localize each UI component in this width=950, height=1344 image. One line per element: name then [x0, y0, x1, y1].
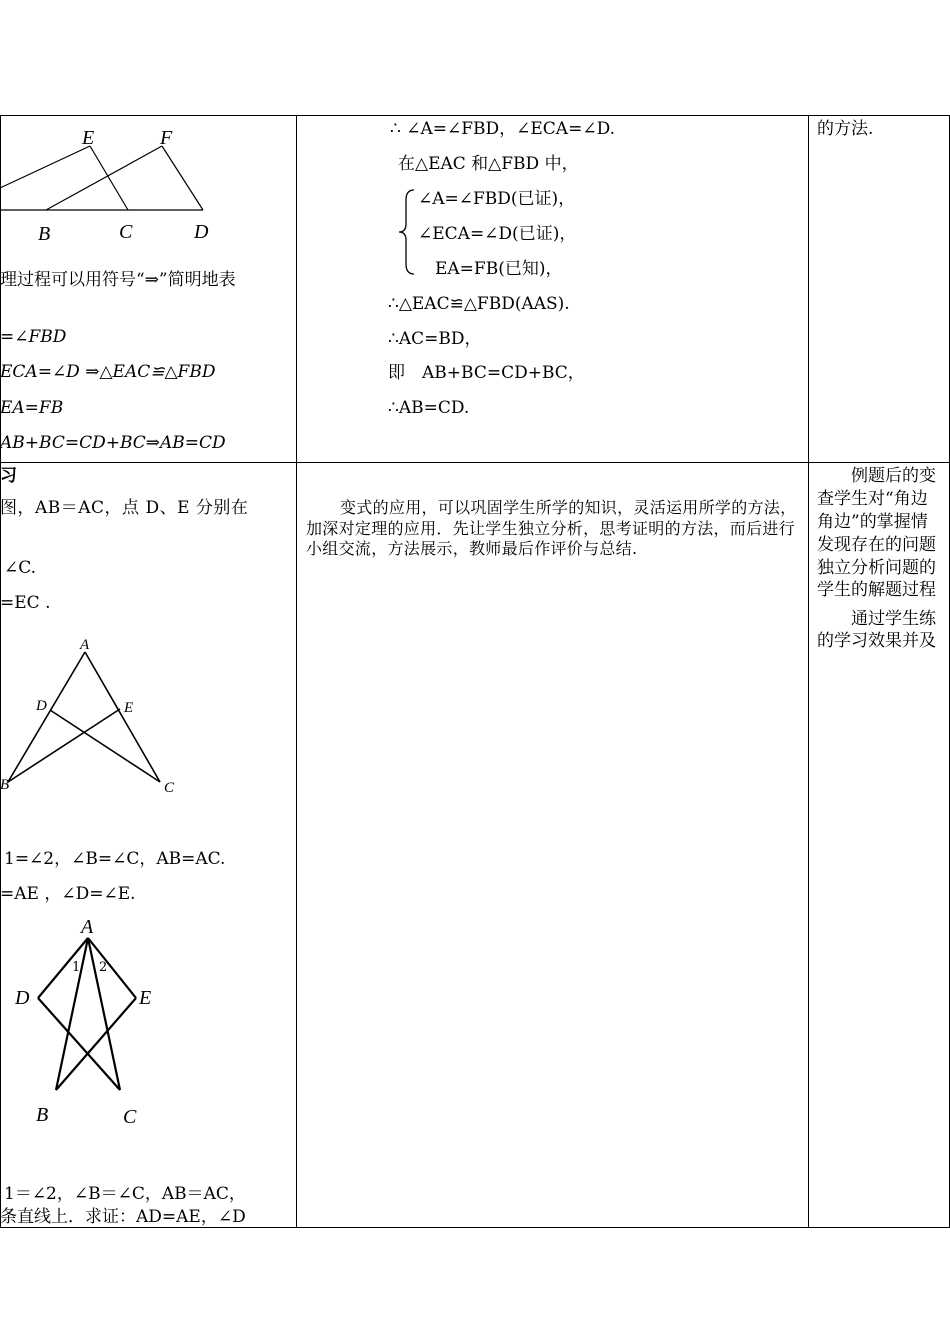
fig2-label-A: A — [80, 637, 90, 653]
exercise2-line-2: =AE ，∠D=∠E. — [0, 884, 136, 904]
fig3-label-B: B — [36, 1104, 49, 1126]
row2-col3-line-7: 通过学生练 — [851, 609, 936, 629]
table-col-divider-1 — [296, 115, 297, 1228]
figure-kite-crossing — [0, 920, 200, 1120]
proof-line-5: EA=FB(已知)， — [435, 259, 563, 279]
row2-col3-line-4: 发现存在的问题 — [817, 535, 936, 555]
left-brace-icon — [398, 188, 416, 276]
fig2-label-D: D — [36, 698, 47, 714]
row2-col3-line-6: 学生的解题过程 — [817, 580, 936, 600]
row2-col3-line-5: 独立分析问题的 — [817, 558, 936, 578]
fig1-label-D: D — [194, 221, 209, 243]
proof-line-9: ∴AB=CD. — [388, 398, 470, 418]
fig3-label-D: D — [15, 987, 30, 1009]
proof-line-6: ∴△EAC≌△FBD(AAS). — [388, 294, 570, 314]
row2-col3-line-1: 例题后的变 — [851, 466, 936, 486]
proof-line-8: 即 AB+BC=CD+BC， — [388, 363, 585, 383]
row1-col3-text: 的方法. — [817, 119, 874, 139]
proof-line-7: ∴AC=BD， — [388, 329, 482, 349]
exercise1-line-1: 图，AB＝AC，点 D、E 分别在 — [0, 498, 249, 518]
row2-col3-line-2: 查学生对“角边 — [817, 489, 928, 509]
figure-isosceles-triangle — [0, 630, 200, 800]
exercise2-line-1: 1=∠2，∠B=∠C，AB=AC. — [4, 849, 226, 869]
fig2-label-B: B — [0, 777, 10, 793]
row1-col1-line-3: EA=FB — [0, 398, 64, 418]
exercise1-line-3: =EC . — [0, 593, 51, 613]
exercise3-line-1: 1＝∠2，∠B＝∠C，AB＝AC， — [4, 1184, 246, 1204]
exercise3-line-2: 条直线上．求证：AD=AE，∠D — [0, 1207, 246, 1227]
proof-line-4: ∠ECA=∠D(已证)， — [418, 224, 577, 244]
fig2-label-C: C — [164, 780, 175, 796]
proof-line-2: 在△EAC 和△FBD 中， — [398, 154, 579, 174]
table-col-divider-2 — [808, 115, 809, 1228]
fig1-label-E: E — [82, 127, 95, 149]
proof-line-3: ∠A=∠FBD(已证)， — [418, 189, 576, 209]
fig1-label-C: C — [119, 221, 133, 243]
row2-col3-line-3: 角边”的掌握情 — [817, 512, 928, 532]
fig3-label-2: 2 — [99, 960, 108, 975]
fig3-label-E: E — [139, 987, 152, 1009]
fig1-label-F: F — [160, 127, 173, 149]
row1-col1-text: 理过程可以用符号“⇒”简明地表 — [0, 270, 236, 290]
fig3-label-1: 1 — [72, 960, 81, 975]
row1-col1-line-2: ECA=∠D ⇒△EAC≌△FBD — [0, 362, 216, 382]
fig3-label-C: C — [123, 1106, 137, 1128]
row2-col2-paragraph: 变式的应用，可以巩固学生所学的知识，灵活运用所学的方法，加深对定理的应用．先让学生独立分析，思考证明的方法，而后进行小组交流，方法展示，教师最后作评价与总结. — [306, 498, 797, 558]
fig1-label-B: B — [38, 223, 51, 245]
row1-col1-line-4: AB+BC=CD+BC⇒AB=CD — [0, 433, 226, 453]
section-heading: 习 — [0, 466, 17, 486]
fig3-label-A: A — [81, 916, 94, 938]
exercise1-line-2: ∠C. — [4, 558, 37, 578]
proof-line-1: ∴ ∠A=∠FBD，∠ECA=∠D. — [390, 119, 616, 139]
row2-col3-line-8: 的学习效果并及 — [817, 631, 936, 651]
fig2-label-E: E — [124, 700, 134, 716]
row1-col1-line-1: =∠FBD — [0, 327, 67, 347]
